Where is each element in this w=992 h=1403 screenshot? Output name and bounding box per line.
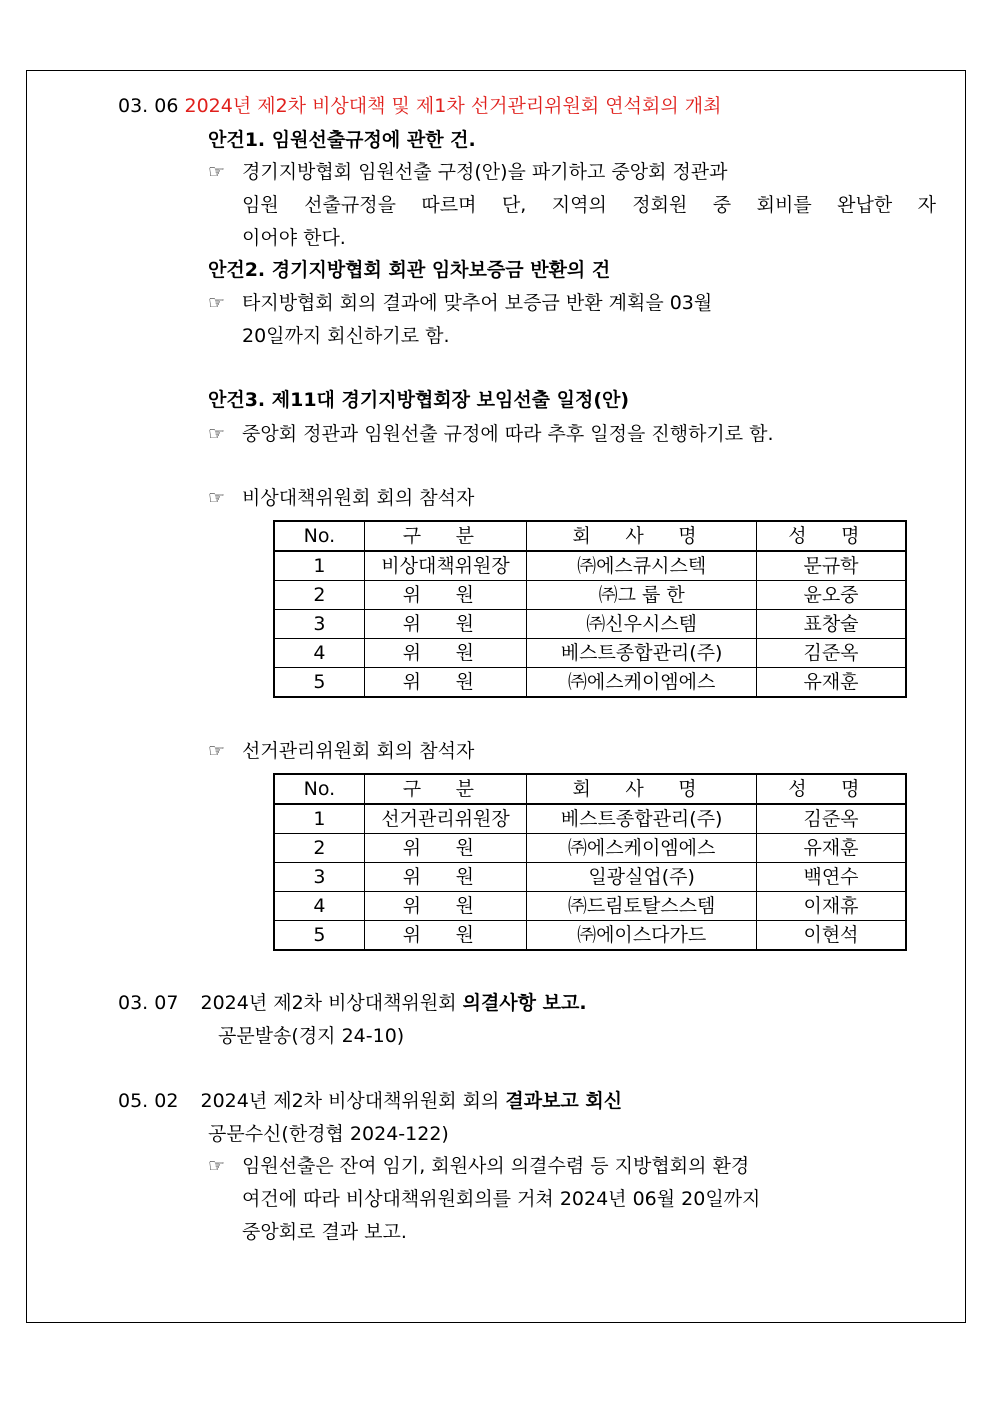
section2-header [118,991,587,1015]
section3-date: 05. 02 [118,1090,179,1112]
pointing-hand-icon: ☞ [208,292,226,314]
election-attendees-table [273,773,907,951]
header-category: 구 분 [364,521,527,551]
pointing-hand-icon: ☞ [208,1155,226,1177]
cell-name: 문규학 [757,551,907,581]
cell-name: 유재훈 [757,834,907,863]
cell-category: 선거관리위원장 [364,804,527,834]
cell-no: 3 [274,863,364,892]
cell-no: 2 [274,834,364,863]
table-header-row [274,774,906,804]
pointing-hand-icon: ☞ [208,740,226,762]
cell-category: 위 원 [364,639,527,668]
cell-no: 4 [274,639,364,668]
table-row [274,551,906,581]
cell-company: ㈜드림토탈스스템 [527,892,757,921]
section3-note-line: 중앙회로 결과 보고. [242,1221,407,1243]
cell-name: 김준옥 [757,639,907,668]
agenda2-note-line: 20일까지 회신하기로 함. [242,325,450,347]
table-row [274,581,906,610]
cell-no: 1 [274,804,364,834]
election-table-caption: ☞ 선거관리위원회 회의 참석자 [208,740,475,762]
emergency-attendees-table [273,520,907,698]
cell-category: 위 원 [364,921,527,951]
cell-company: 베스트종합관리(주) [527,804,757,834]
header-no: No. [274,521,364,551]
cell-category: 위 원 [364,581,527,610]
section1-date: 03. 06 [118,95,179,117]
table-row [274,863,906,892]
header-category: 구 분 [364,774,527,804]
section2-date: 03. 07 [118,992,179,1014]
section2-title: 2024년 제2차 비상대책위원회 [200,992,463,1014]
cell-name: 백연수 [757,863,907,892]
header-no: No. [274,774,364,804]
agenda1-note-line: 임원 선출규정을 따르며 단, 지역의 정회원 중 회비를 완납한 자 [242,194,936,216]
agenda1-note-line: 이어야 한다. [242,227,346,249]
section3-note-line: 여건에 따라 비상대책위원회의를 거쳐 2024년 06월 20일까지 [242,1188,761,1210]
cell-company: 일광실업(주) [527,863,757,892]
table-row [274,804,906,834]
header-company: 회 사 명 [527,774,757,804]
cell-no: 2 [274,581,364,610]
table-row [274,668,906,698]
header-company: 회 사 명 [527,521,757,551]
agenda1-note-line: ☞ 경기지방협회 임원선출 구정(안)을 파기하고 중앙회 정관과 [208,161,728,183]
cell-category: 위 원 [364,610,527,639]
agenda3-note-line: ☞ 중앙회 정관과 임원선출 규정에 따라 추후 일정을 진행하기로 함. [208,423,774,445]
section2-title-emphasis: 의결사항 보고. [462,992,587,1014]
table-row [274,834,906,863]
section3-title-emphasis: 결과보고 회신 [505,1090,623,1112]
section3-header [118,1089,622,1113]
cell-name: 김준옥 [757,804,907,834]
cell-name: 이현석 [757,921,907,951]
pointing-hand-icon: ☞ [208,487,226,509]
cell-no: 1 [274,551,364,581]
cell-company: ㈜그 룹 한 [527,581,757,610]
table-header-row [274,521,906,551]
cell-company: ㈜에스케이엠에스 [527,668,757,698]
cell-no: 5 [274,668,364,698]
table-row [274,921,906,951]
cell-no: 4 [274,892,364,921]
cell-name: 윤오중 [757,581,907,610]
table-row [274,892,906,921]
cell-no: 5 [274,921,364,951]
section3-title: 2024년 제2차 비상대책위원회 회의 [200,1090,506,1112]
section2-sub: 공문발송(경지 24-10) [218,1025,405,1047]
section3-sub: 공문수신(한경협 2024-122) [208,1123,449,1145]
header-name: 성 명 [757,521,907,551]
pointing-hand-icon: ☞ [208,161,226,183]
cell-company: 베스트종합관리(주) [527,639,757,668]
cell-company: ㈜에이스다가드 [527,921,757,951]
cell-category: 위 원 [364,863,527,892]
table-row [274,639,906,668]
agenda1-heading: 안건1. 임원선출규정에 관한 건. [208,129,476,151]
cell-name: 표창술 [757,610,907,639]
agenda2-heading: 안건2. 경기지방협회 회관 임차보증금 반환의 건 [208,259,611,281]
cell-company: ㈜에스케이엠에스 [527,834,757,863]
section1-title: 2024년 제2차 비상대책 및 제1차 선거관리위원회 연석회의 개최 [184,95,722,117]
agenda3-heading: 안건3. 제11대 경기지방협회장 보임선출 일정(안) [208,389,630,411]
cell-category: 위 원 [364,892,527,921]
cell-category: 위 원 [364,668,527,698]
emergency-table-caption: ☞ 비상대책위원회 회의 참석자 [208,487,475,509]
agenda2-note-line: ☞ 타지방협회 회의 결과에 맞추어 보증금 반환 계획을 03월 [208,292,713,314]
section1-header [118,94,721,118]
cell-name: 이재휴 [757,892,907,921]
pointing-hand-icon: ☞ [208,423,226,445]
table-row [274,610,906,639]
cell-category: 비상대책위원장 [364,551,527,581]
cell-company: ㈜신우시스템 [527,610,757,639]
cell-name: 유재훈 [757,668,907,698]
cell-no: 3 [274,610,364,639]
section3-note-line: ☞ 임원선출은 잔여 임기, 회원사의 의결수렴 등 지방협회의 환경 [208,1155,750,1177]
header-name: 성 명 [757,774,907,804]
cell-company: ㈜에스큐시스텍 [527,551,757,581]
cell-category: 위 원 [364,834,527,863]
